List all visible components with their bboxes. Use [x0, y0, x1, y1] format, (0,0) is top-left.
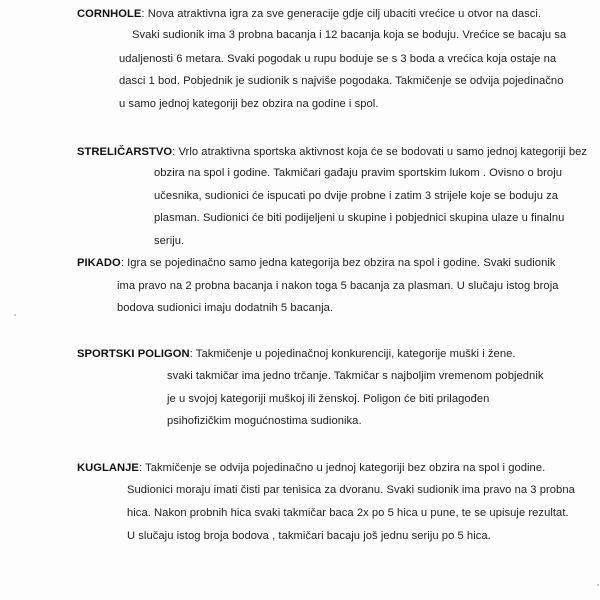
streli-line-2: obzira na spol i godine. Takmičari gađaju pravim sportskim lukom . Ovisno o broju: [154, 167, 563, 179]
scan-speck: [597, 584, 599, 586]
streli-line-3: učesnika, sudionici će ispucati po dvije probne i zatim 3 strijele koje se boduju za: [154, 190, 559, 202]
section-heading-poligon: SPORTSKI POLIGON: [77, 348, 190, 360]
cornhole-line-3: udaljenosti 6 metara. Svaki pogodak u rupu boduje se s 3 boda a vrećica koja ostaje na: [119, 53, 557, 65]
poligon-text: : Takmičenje u pojedinačnoj konkurenciji, kategorije muški i žene.: [189, 348, 516, 360]
pikado-text: : Igra se pojedinačno samo jedna kategorija bez obzira na spol i godine. Svaki sudionik: [120, 257, 556, 269]
section-heading-pikado: PIKADO: [77, 257, 121, 269]
section-heading-cornhole: CORNHOLE: [77, 8, 142, 20]
streli-line-1: [77, 145, 587, 159]
section-heading-kuglanje: KUGLANJE: [77, 462, 139, 474]
kuglanje-line-2: Sudionici moraju imati čisti par tenisica za dvoranu. Svaki sudionik ima pravo na 3 probna: [127, 484, 575, 496]
scan-speck: [14, 314, 16, 316]
streli-line-4: plasman. Sudionici će biti podijeljeni u skupine i pobjednici skupina ulaze u finalnu: [154, 212, 565, 224]
section-heading-streli: STRELIČARSTVO: [77, 146, 173, 158]
cornhole-text: : Nova atraktivna igra za sve generacije gdje cilj ubaciti vrećice u otvor na dasci.: [141, 8, 542, 20]
poligon-line-2: svaki takmičar ima jedno trčanje. Takmičar s najboljim vremenom pobjednik: [167, 370, 544, 382]
pikado-line-3: bodova sudionici imaju dodatnih 5 bacanja.: [117, 302, 334, 314]
kuglanje-line-3: hica. Nakon probnih hica svaki takmičar baca 2x po 5 hica u pune, te se upisuje rezultat.: [127, 507, 569, 519]
cornhole-line-4: dasci 1 bod. Pobjednik je sudionik s najviše pogodaka. Takmičenje se odvija pojedinačno: [119, 75, 564, 87]
cornhole-line-5: u samo jednoj kategoriji bez obzira na godine i spol.: [119, 98, 379, 110]
kuglanje-text: : Takmičenje se odvija pojedinačno u jednoj kategoriji bez obzira na spol i godine.: [138, 462, 546, 474]
streli-text: : Vrlo atraktivna sportska aktivnost koja će se bodovati u samo jednoj kategoriji bez: [172, 146, 588, 158]
kuglanje-line-4: U slučaju istog broja bodova , takmičari bacaju još jednu seriju po 5 hica.: [127, 530, 491, 542]
poligon-line-4: psihofizičkim mogućnostima sudionika.: [167, 415, 362, 427]
pikado-line-1: [77, 256, 556, 270]
streli-line-5: seriju.: [154, 235, 185, 247]
kuglanje-line-1: [77, 461, 545, 475]
cornhole-line-2: Svaki sudionik ima 3 probna bacanja i 12 bacanja koja se boduju. Vrećice se bacaju sa: [132, 29, 567, 41]
pikado-line-2: ima pravo na 2 probna bacanja i nakon toga 5 bacanja za plasman. U slučaju istog broja: [117, 280, 559, 292]
cornhole-line-1: [77, 7, 541, 21]
poligon-line-1: [77, 347, 516, 361]
poligon-line-3: je u svojoj kategoriji muškoj ili ženskoj. Poligon će biti prilagođen: [167, 393, 490, 405]
